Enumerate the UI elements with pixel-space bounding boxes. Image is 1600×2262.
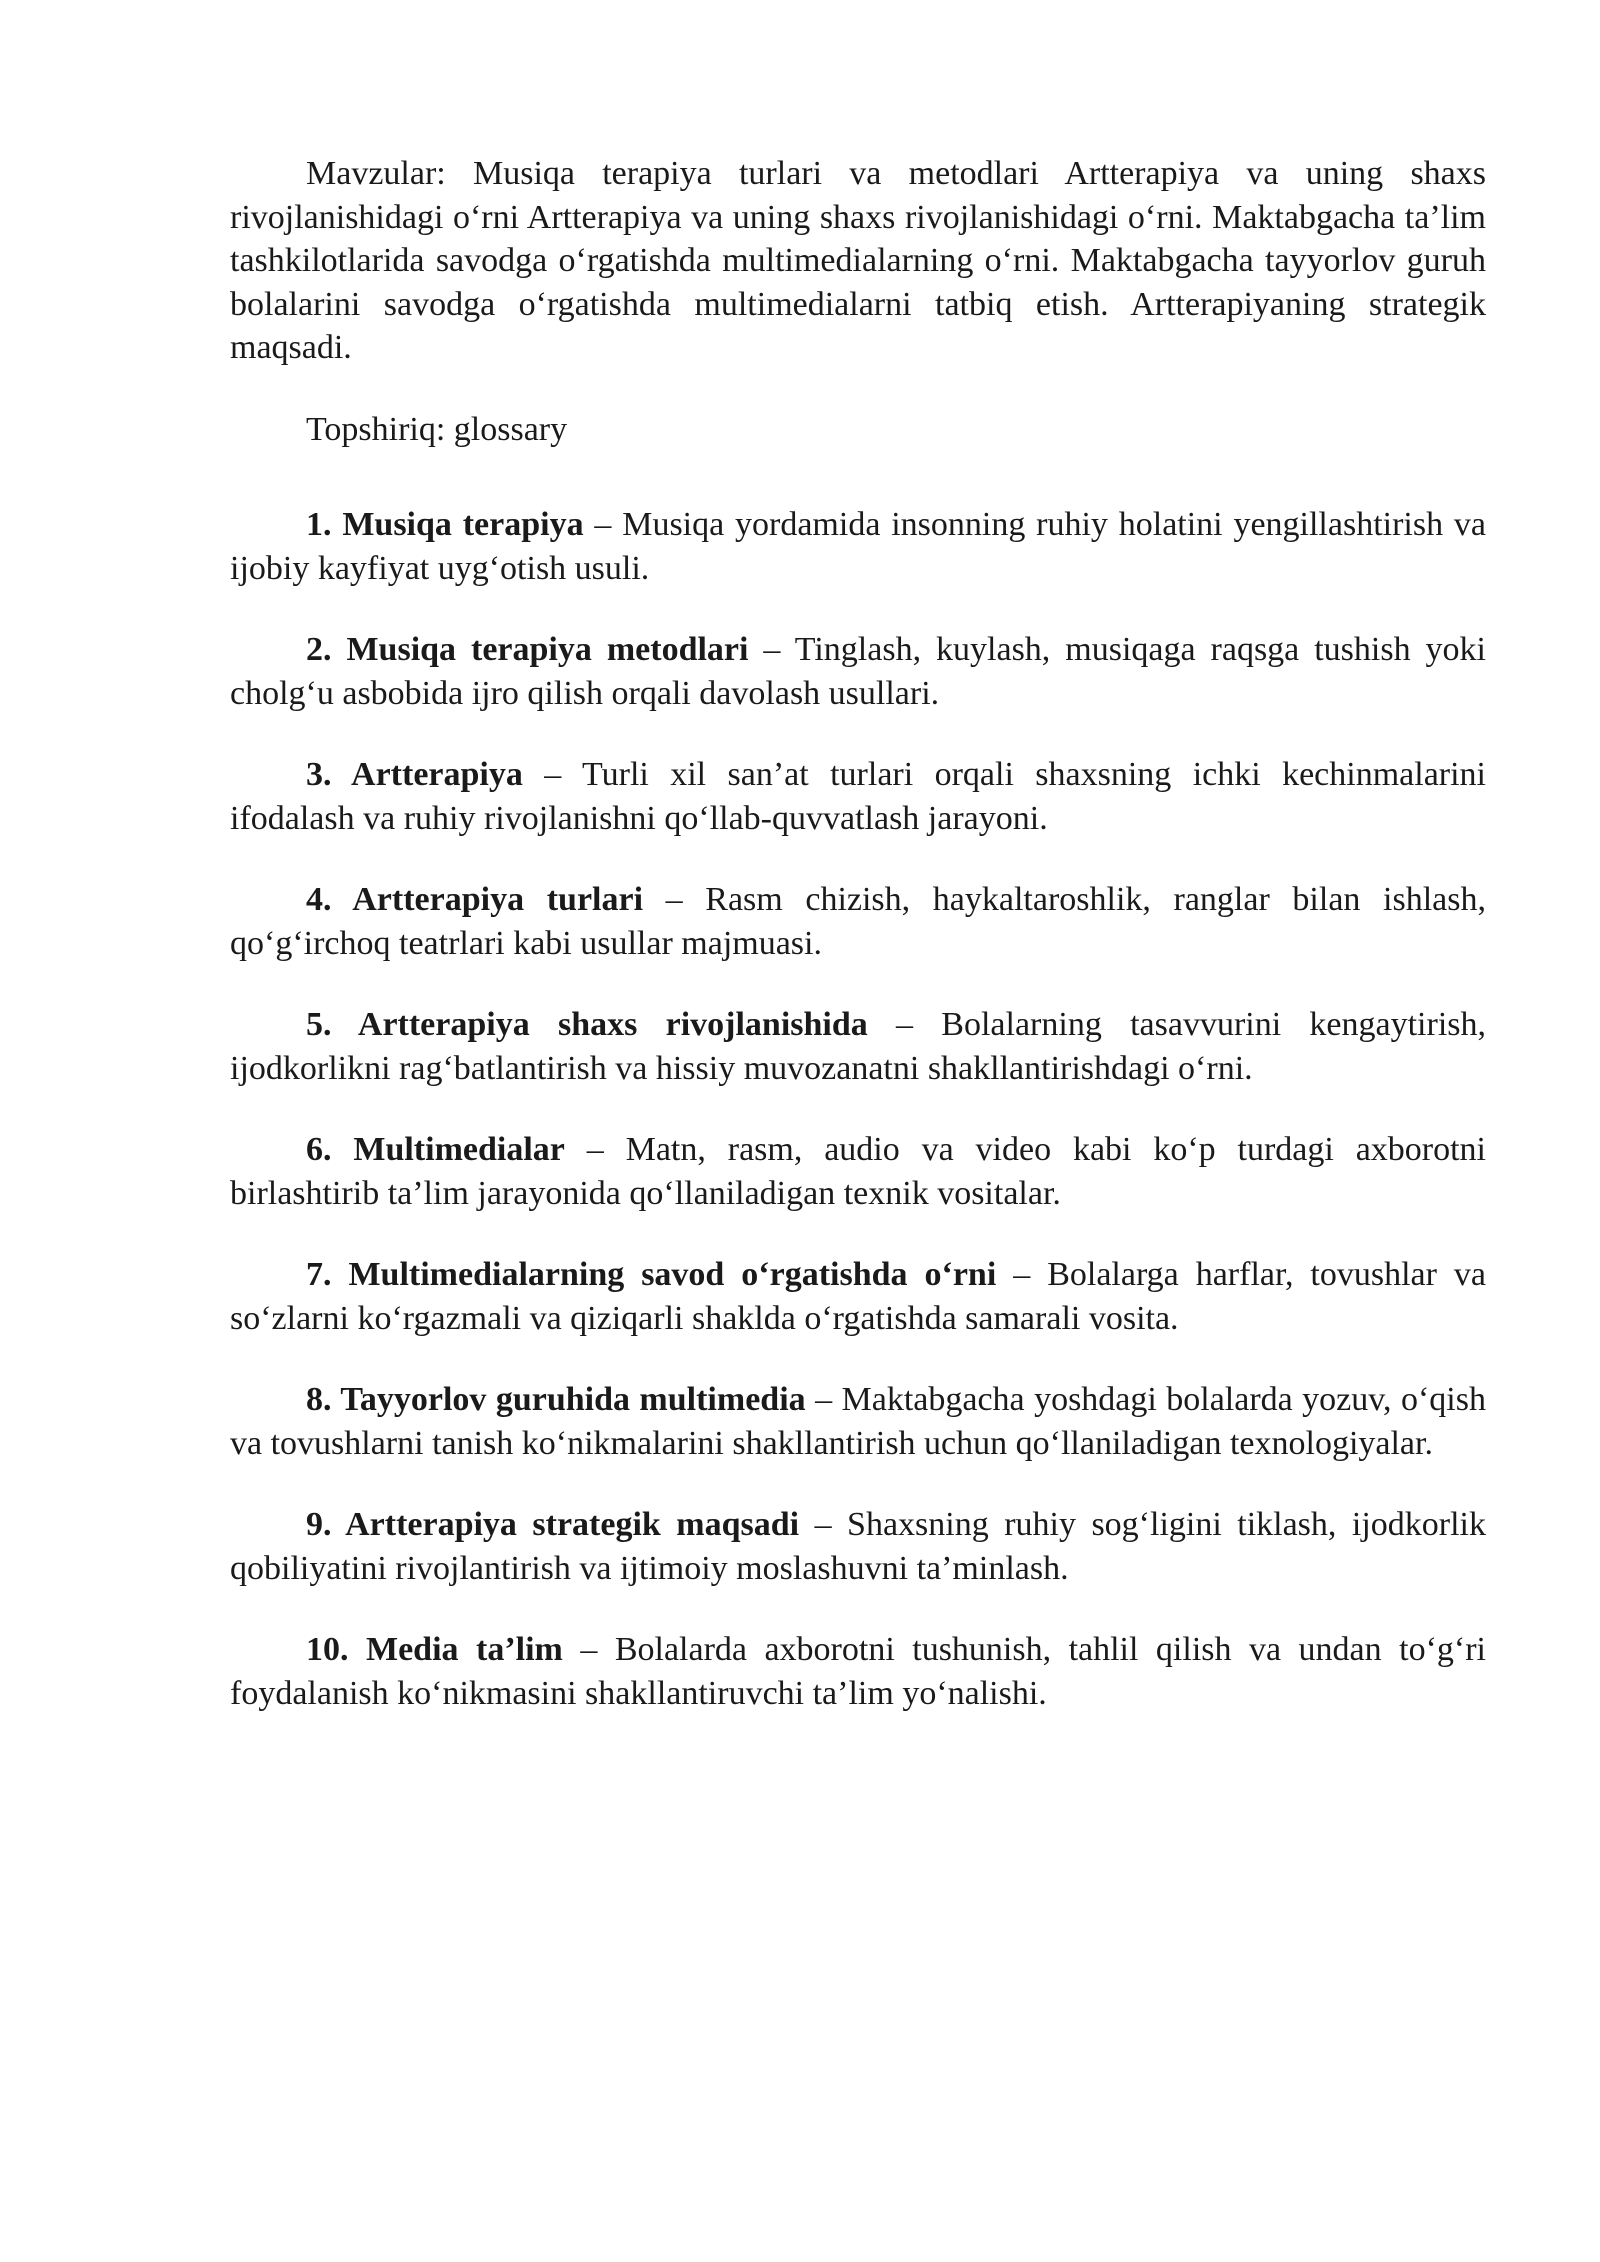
glossary-entry xyxy=(230,1503,1486,1590)
glossary-entry xyxy=(230,1378,1486,1465)
topics-paragraph: Mavzular: Musiqa terapiya turlari va metodlari Artterapiya va uning shaxs rivojlanishidagi o‘rni Artterapiya va uning shaxs rivojlanishidagi o‘rni. Maktabgacha ta’lim tashkilotlarida savodga o‘rgatishda multimedialarning o‘rni. Maktabgacha tayyorlov guruh bolalarini savodga o‘rgatishda multimedialarni tatbiq etish. Artterapiyaning strategik maqsadi. xyxy=(230,155,1486,366)
glossary-term: 7. Multimedialarning savod o‘rgatishda o‘rni xyxy=(306,1256,997,1293)
glossary-definition: – Matn, rasm, audio va video kabi ko‘p turdagi axborotni birlashtirib ta’lim jarayonida qo‘llaniladigan texnik vositalar. xyxy=(230,1131,1486,1212)
glossary-term: 10. Media ta’lim xyxy=(306,1631,563,1668)
glossary-list xyxy=(230,503,1486,1715)
glossary-term: 8. Tayyorlov guruhida multimedia xyxy=(306,1381,806,1418)
glossary-term: 6. Multimedialar xyxy=(306,1131,565,1168)
glossary-term: 1. Musiqa terapiya xyxy=(306,506,584,543)
glossary-term: 4. Artterapiya turlari xyxy=(306,881,644,918)
glossary-entry xyxy=(230,1253,1486,1340)
glossary-term: 5. Artterapiya shaxs rivojlanishida xyxy=(306,1006,868,1043)
glossary-definition: – Tinglash, kuylash, musiqaga raqsga tushish yoki cholg‘u asbobida ijro qilish orqali davolash usullari. xyxy=(230,631,1486,712)
glossary-definition: – Rasm chizish, haykaltaroshlik, ranglar bilan ishlash, qo‘g‘irchoq teatrlari kabi usullar majmuasi. xyxy=(230,881,1486,962)
glossary-term: 2. Musiqa terapiya metodlari xyxy=(306,631,749,668)
glossary-entry xyxy=(230,628,1486,715)
glossary-entry xyxy=(230,1628,1486,1715)
glossary-definition: – Shaxsning ruhiy sog‘ligini tiklash, ijodkorlik qobiliyatini rivojlantirish va ijtimoiy moslashuvni ta’minlash. xyxy=(230,1506,1486,1587)
task-line: Topshiriq: glossary xyxy=(306,410,568,448)
glossary-entry xyxy=(230,1003,1486,1090)
glossary-definition: – Musiqa yordamida insonning ruhiy holatini yengillashtirish va ijobiy kayfiyat uyg‘otish usuli. xyxy=(230,506,1486,587)
document-body xyxy=(230,152,1486,1753)
glossary-entry xyxy=(230,1128,1486,1215)
glossary-entry xyxy=(230,878,1486,965)
glossary-definition: – Bolalarda axborotni tushunish, tahlil qilish va undan to‘g‘ri foydalanish ko‘nikmasini shakllantiruvchi ta’lim yo‘nalishi. xyxy=(230,1631,1486,1712)
glossary-entry xyxy=(230,503,1486,590)
glossary-entry xyxy=(230,753,1486,840)
glossary-term: 9. Artterapiya strategik maqsadi xyxy=(306,1506,800,1543)
glossary-term: 3. Artterapiya xyxy=(306,756,523,793)
glossary-definition: – Maktabgacha yoshdagi bolalarda yozuv, o‘qish va tovushlarni tanish ko‘nikmalarini shakllantirish uchun qo‘llaniladigan texnologiyalar. xyxy=(230,1381,1486,1462)
glossary-definition: – Turli xil san’at turlari orqali shaxsning ichki kechinmalarini ifodalash va ruhiy rivojlanishni qo‘llab-quvvatlash jarayoni. xyxy=(230,756,1487,837)
glossary-definition: – Bolalarga harflar, tovushlar va so‘zlarni ko‘rgazmali va qiziqarli shaklda o‘rgatishda samarali vosita. xyxy=(230,1256,1486,1337)
glossary-definition: – Bolalarning tasavvurini kengaytirish, ijodkorlikni rag‘batlantirish va hissiy muvozanatni shakllantirishdagi o‘rni. xyxy=(230,1006,1487,1087)
